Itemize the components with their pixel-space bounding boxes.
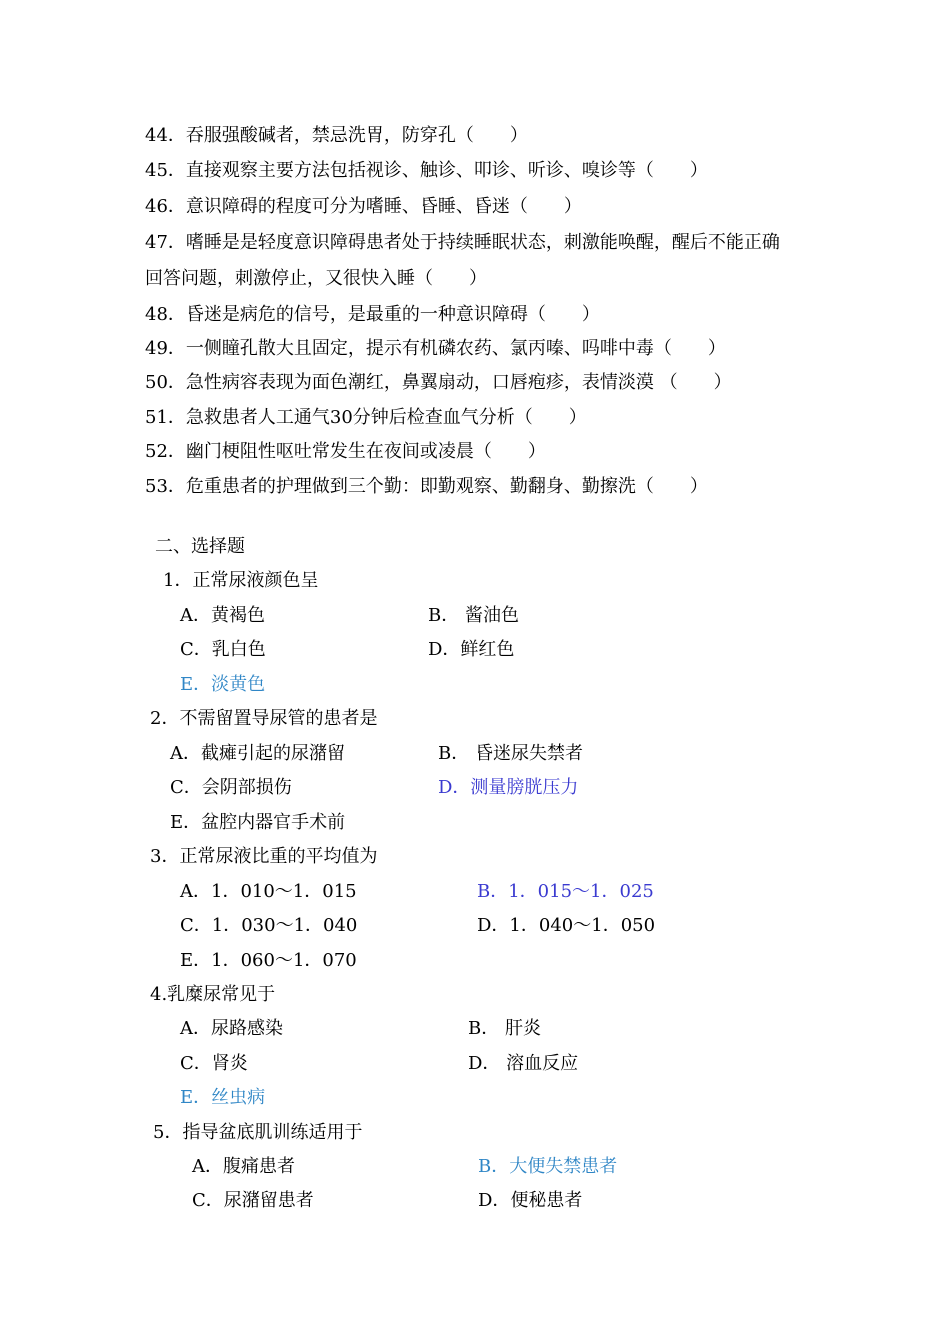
question-3-option-a: A．1．010～1．015 [180,881,357,902]
question-5-option-b: B．大便失禁患者 [478,1156,618,1177]
question-5-option-d: D．便秘患者 [478,1190,583,1211]
question-4-option-a: A．尿路感染 [180,1018,283,1039]
judgment-item-47: 47．嗜睡是是轻度意识障碍患者处于持续睡眠状态，刺激能唤醒，醒后不能正确 [145,232,780,253]
question-3-stem: 3．正常尿液比重的平均值为 [150,846,378,867]
question-5-option-c: C．尿潴留患者 [192,1190,314,1211]
judgment-item-47-cont: 回答问题，刺激停止，又很快入睡（ ） [145,268,487,289]
question-2-option-b: B． 昏迷尿失禁者 [438,743,583,764]
question-1-option-a: A．黄褐色 [180,605,265,626]
question-4-option-c: C．肾炎 [180,1053,248,1074]
judgment-item-50: 50．急性病容表现为面色潮红，鼻翼扇动，口唇疱疹，表情淡漠 （ ） [145,372,732,393]
judgment-item-52: 52．幽门梗阻性呕吐常发生在夜间或凌晨（ ） [145,441,546,462]
question-3-option-b: B．1．015～1．025 [477,881,654,902]
question-5-stem: 5．指导盆底肌训练适用于 [153,1122,363,1143]
question-4-option-d: D． 溶血反应 [468,1053,579,1074]
question-5-option-a: A．腹痛患者 [192,1156,295,1177]
question-3-option-c: C．1．030～1．040 [180,915,358,936]
question-4-option-e: E．丝虫病 [180,1087,266,1108]
question-2-option-e: E．盆腔内器官手术前 [170,812,346,833]
question-1-stem: 1．正常尿液颜色呈 [163,570,319,591]
question-2-stem: 2．不需留置导尿管的患者是 [150,708,378,729]
judgment-item-48: 48．昏迷是病危的信号，是最重的一种意识障碍（ ） [145,304,600,325]
question-1-option-c: C．乳白色 [180,639,266,660]
judgment-item-46: 46．意识障碍的程度可分为嗜睡、昏睡、昏迷（ ） [145,196,582,217]
section-title: 二、选择题 [155,536,245,557]
question-4-option-b: B． 肝炎 [468,1018,541,1039]
question-2-option-c: C．会阴部损伤 [170,777,292,798]
judgment-item-49: 49．一侧瞳孔散大且固定，提示有机磷农药、氯丙嗪、吗啡中毒（ ） [145,338,726,359]
judgment-item-45: 45．直接观察主要方法包括视诊、触诊、叩诊、听诊、嗅诊等（ ） [145,160,708,181]
question-4-stem: 4.乳糜尿常见于 [150,984,276,1005]
judgment-item-44: 44．吞服强酸碱者，禁忌洗胃，防穿孔（ ） [145,125,528,146]
question-2-option-a: A．截瘫引起的尿潴留 [170,743,345,764]
judgment-item-53: 53．危重患者的护理做到三个勤：即勤观察、勤翻身、勤擦洗（ ） [145,476,708,497]
question-1-option-e: E．淡黄色 [180,674,266,695]
question-3-option-d: D．1．040～1．050 [477,915,656,936]
question-3-option-e: E．1．060～1．070 [180,950,357,971]
question-1-option-b: B． 酱油色 [428,605,519,626]
question-1-option-d: D．鲜红色 [428,639,515,660]
judgment-item-51: 51．急救患者人工通气30分钟后检查血气分析（ ） [145,407,587,428]
question-2-option-d: D．测量膀胱压力 [438,777,579,798]
